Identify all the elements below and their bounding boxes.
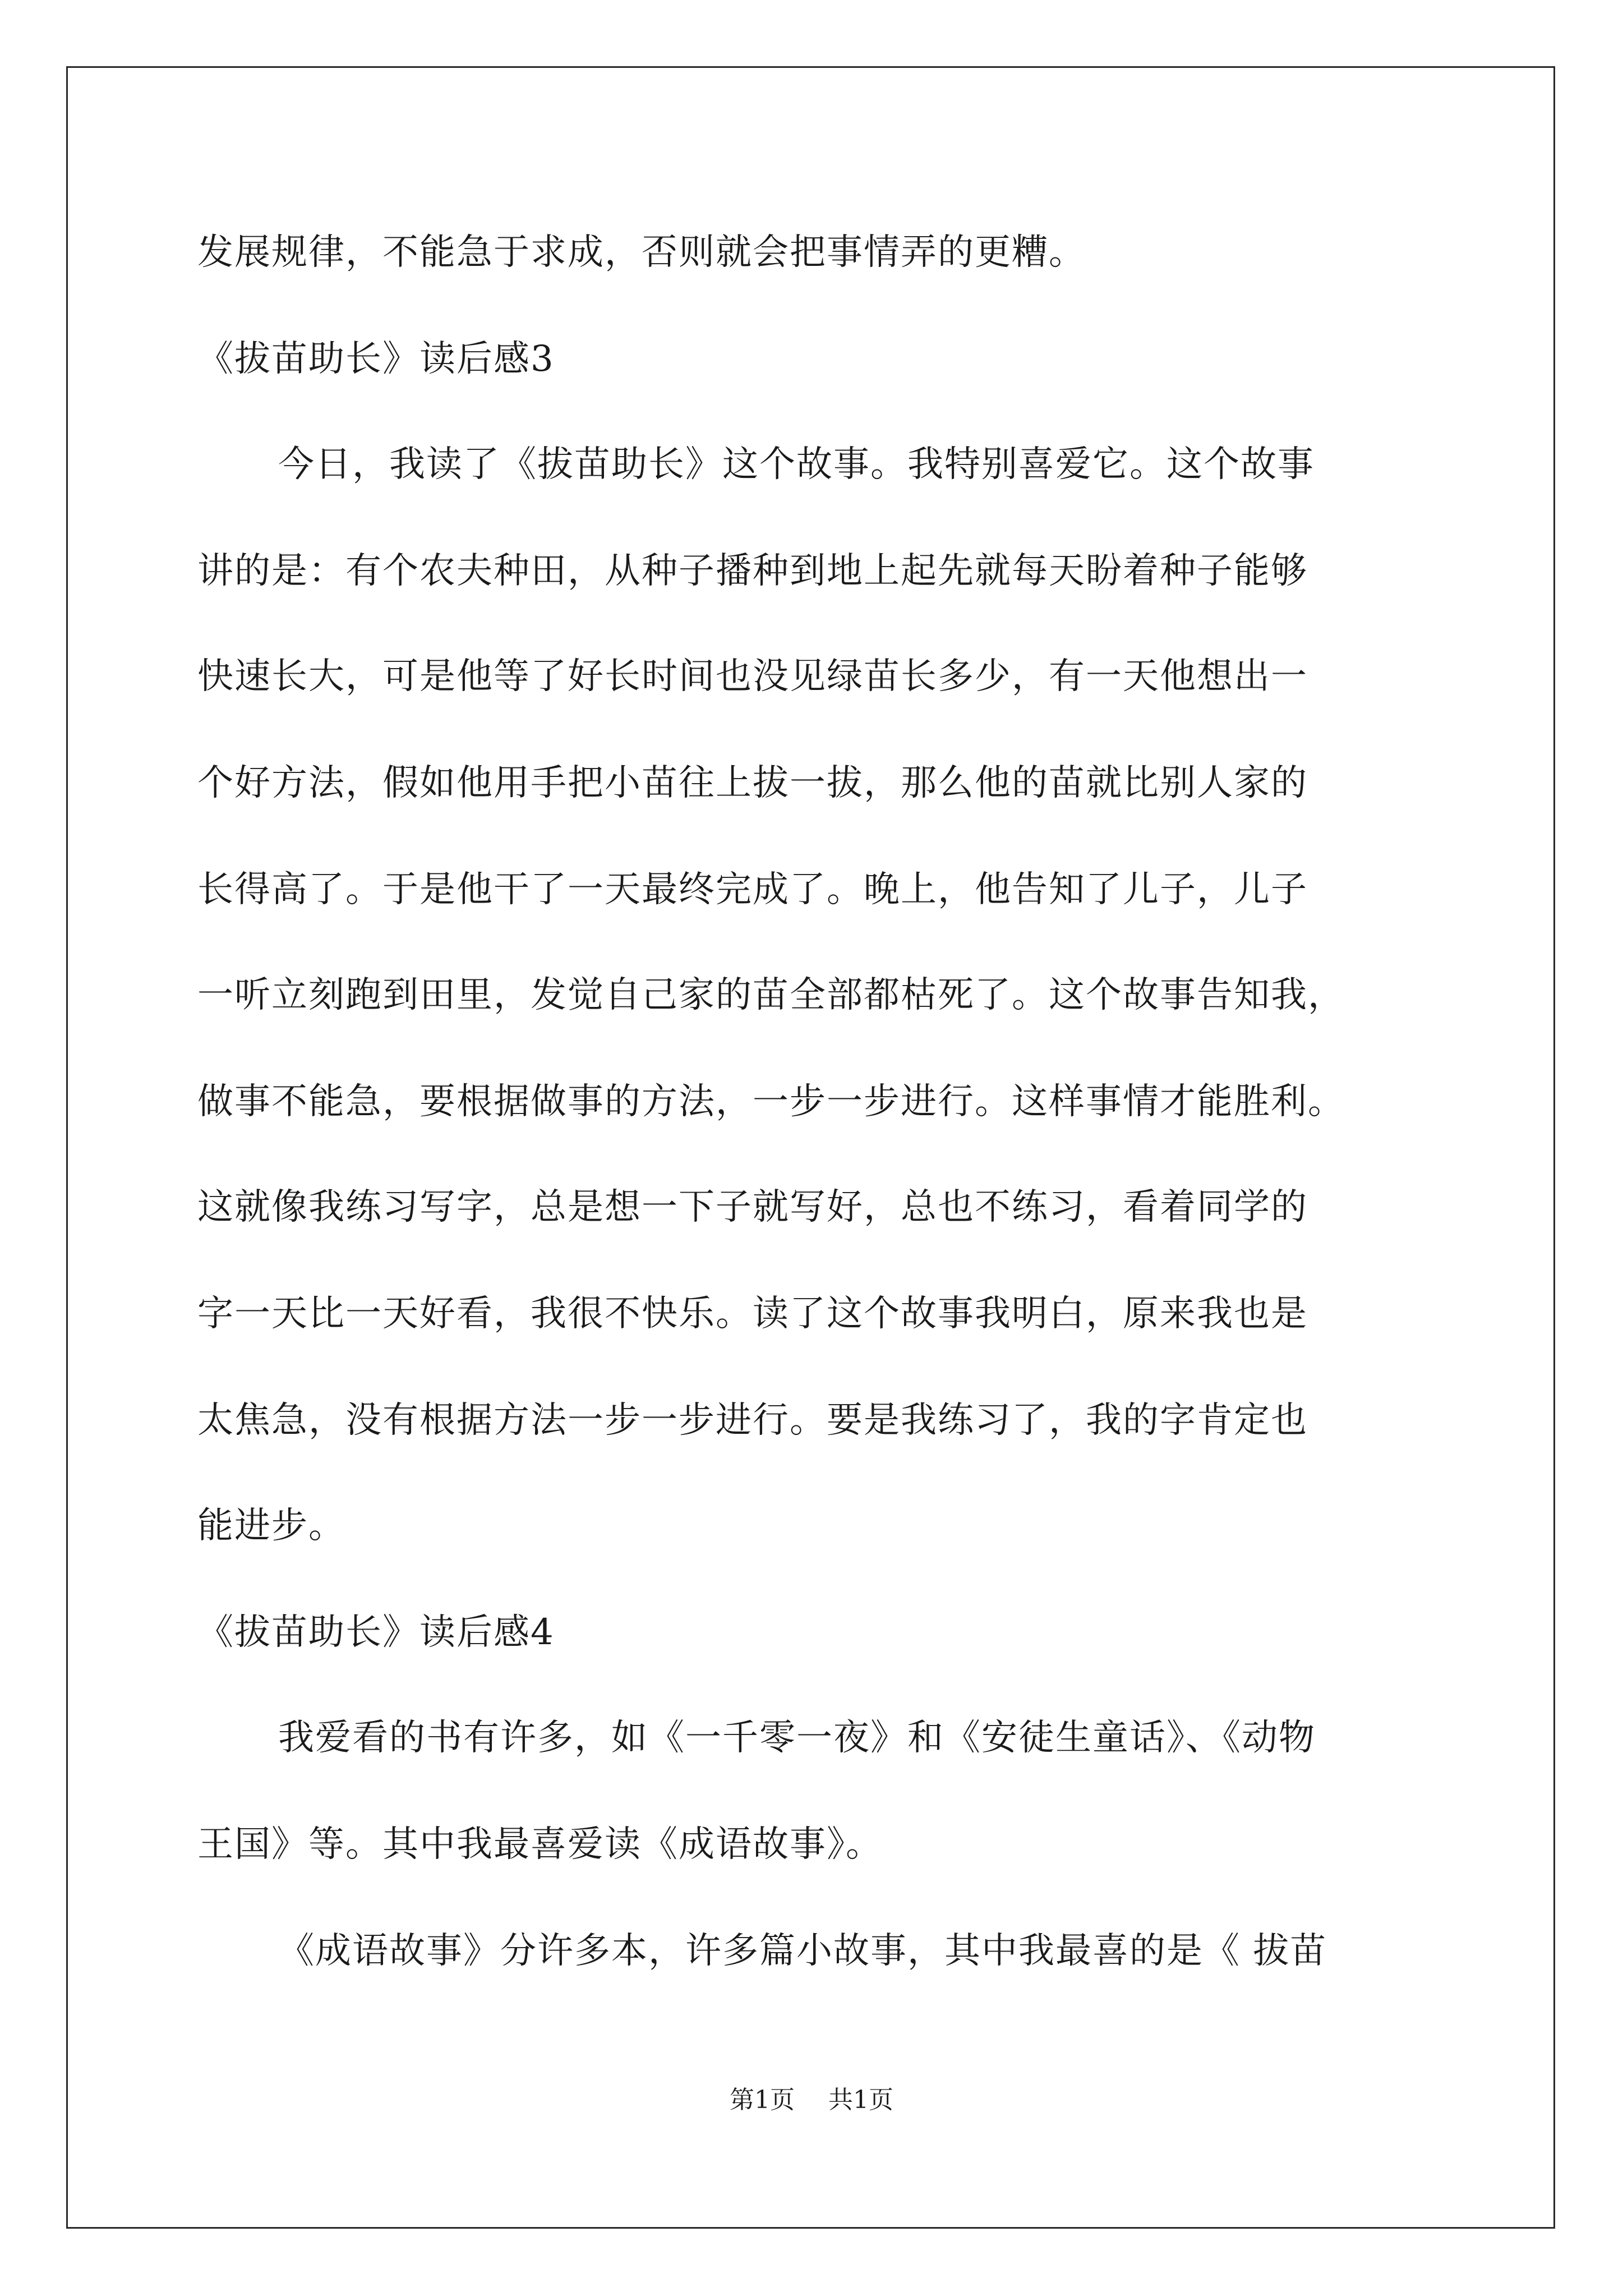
body-line-3: 今日，我读了《拔苗助长》这个故事。我特别喜爱它。这个故事 (278, 444, 1315, 485)
body-line-13: 能进步。 (197, 1505, 345, 1547)
body-line-17: 《成语故事》分许多本，许多篇小故事，其中我最喜的是《 拔苗 (278, 1930, 1327, 1972)
section-heading-4: 《拔苗助长》读后感4 (197, 1612, 555, 1653)
body-line-16: 王国》等。其中我最喜爱读《成语故事》。 (197, 1824, 883, 1865)
page-total: 共1页 (828, 2086, 893, 2114)
body-line-12: 太焦急，没有根据方法一步一步进行。要是我练习了，我的字肯定也 (197, 1400, 1308, 1441)
body-line-10: 这就像我练习写字，总是想一下子就写好，总也不练习，看着同学的 (197, 1186, 1308, 1228)
body-line-6: 个好方法，假如他用手把小苗往上拔一拔，那么他的苗就比别人家的 (197, 762, 1308, 804)
body-line-8: 一听立刻跑到田里，发觉自己家的苗全部都枯死了。这个故事告知我， (197, 974, 1345, 1016)
page-border (66, 66, 1555, 2229)
body-line-1: 发展规律，不能急于求成，否则就会把事情弄的更糟。 (197, 232, 1086, 273)
body-line-4: 讲的是：有个农夫种田，从种子播种到地上起先就每天盼着种子能够 (197, 550, 1308, 592)
body-line-9: 做事不能急，要根据做事的方法，一步一步进行。这样事情才能胜利。 (197, 1081, 1345, 1122)
section-heading-3: 《拔苗助长》读后感3 (197, 338, 555, 380)
page-current: 第1页 (730, 2086, 795, 2114)
page-footer (0, 2088, 1623, 2113)
body-line-7: 长得高了。于是他干了一天最终完成了。晚上，他告知了儿子，儿子 (197, 869, 1308, 910)
body-line-15: 我爱看的书有许多，如《一千零一夜》和《安徒生童话》、《动物 (278, 1717, 1316, 1759)
body-line-11: 字一天比一天好看，我很不快乐。读了这个故事我明白，原来我也是 (197, 1293, 1308, 1335)
body-line-5: 快速长大，可是他等了好长时间也没见绿苗长多少，有一天他想出一 (197, 656, 1308, 697)
